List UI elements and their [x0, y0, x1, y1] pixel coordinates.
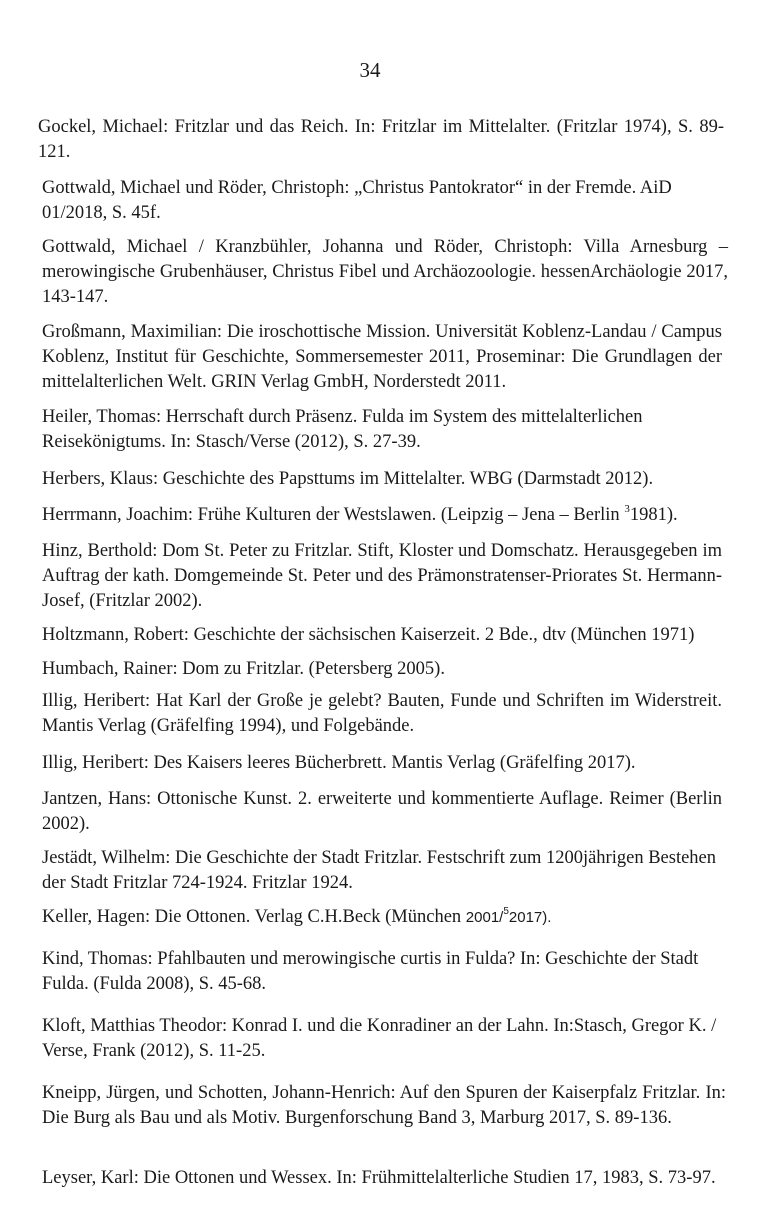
bibliography-entry-herrmann: [42, 503, 678, 528]
edition-superscript: 5: [503, 905, 509, 917]
bibliography-entry-kloft: Kloft, Matthias Theodor: Konrad I. und die Konradiner an der Lahn. In:Stasch, Gregor K. / Verse, Frank (2012), S. 11-25.: [42, 1016, 717, 1061]
bibliography-entry-illig-buecherbrett: Illig, Heribert: Des Kaisers leeres Bücherbrett. Mantis Verlag (Gräfelfing 2017).: [42, 753, 636, 773]
bibliography-entry-humbach: Humbach, Rainer: Dom zu Fritzlar. (Petersberg 2005).: [42, 659, 445, 679]
bibliography-entry-hinz: Hinz, Berthold: Dom St. Peter zu Fritzlar. Stift, Kloster und Domschatz. Herausgegeben im Auftrag der kath. Domgemeinde St. Peter und des Prämonstratenser-Priorates St. Hermann-Josef, (Fritzlar 2002).: [42, 541, 722, 611]
entry-year-text: 2017).: [508, 909, 552, 926]
bibliography-entry-gockel: Gockel, Michael: Fritzlar und das Reich. In: Fritzlar im Mittelalter. (Fritzlar 1974), S. 89-121.: [38, 117, 724, 162]
bibliography-entry-keller: [42, 905, 551, 930]
bibliography-entry-leyser: Leyser, Karl: Die Ottonen und Wessex. In: Frühmittelalterliche Studien 17, 1983, S. 73-97.: [42, 1168, 716, 1188]
bibliography-entry-jestaedt: Jestädt, Wilhelm: Die Geschichte der Stadt Fritzlar. Festschrift zum 1200jährigen Bestehen der Stadt Fritzlar 724-1924. Fritzlar 1924.: [42, 848, 717, 893]
bibliography-entry-herbers: Herbers, Klaus: Geschichte des Papsttums im Mittelalter. WBG (Darmstadt 2012).: [42, 469, 654, 489]
entry-text: Keller, Hagen: Die Ottonen. Verlag C.H.Beck (München: [42, 907, 466, 927]
bibliography-entry-holtzmann: Holtzmann, Robert: Geschichte der sächsischen Kaiserzeit. 2 Bde., dtv (München 1971): [42, 625, 695, 645]
entry-text: 1981).: [629, 505, 678, 525]
bibliography-entry-illig-karl: Illig, Heribert: Hat Karl der Große je gelebt? Bauten, Funde und Schriften im Widerstreit. Mantis Verlag (Gräfelfing 1994), und Folgebände.: [42, 691, 722, 736]
bibliography-entry-heiler: Heiler, Thomas: Herrschaft durch Präsenz. Fulda im System des mittelalterlichen Reisekönigtums. In: Stasch/Verse (2012), S. 27-39.: [42, 407, 643, 452]
bibliography-entry-kneipp: Kneipp, Jürgen, und Schotten, Johann-Henrich: Auf den Spuren der Kaiserpfalz Fritzlar. In: Die Burg als Bau und als Motiv. Burgenforschung Band 3, Marburg 2017, S. 89-136.: [42, 1083, 726, 1128]
entry-text: Herrmann, Joachim: Frühe Kulturen der Westslawen. (Leipzig – Jena – Berlin: [42, 505, 625, 525]
bibliography-entry-gottwald-roeder: Gottwald, Michael und Röder, Christoph: „Christus Pantokrator“ in der Fremde. AiD 01/2018, S. 45f.: [42, 178, 672, 223]
bibliography-entry-jantzen: Jantzen, Hans: Ottonische Kunst. 2. erweiterte und kommentierte Auflage. Reimer (Berlin 2002).: [42, 789, 722, 834]
bibliography-entry-grossmann: Großmann, Maximilian: Die iroschottische Mission. Universität Koblenz-Landau / Campus Koblenz, Institut für Geschichte, Sommersemester 2011, Proseminar: Die Grundlagen der mittelalterlichen Welt. GRIN Verlag GmbH, Norderstedt 2011.: [42, 322, 722, 392]
edition-superscript: 3: [624, 502, 630, 515]
bibliography-entry-kind: Kind, Thomas: Pfahlbauten und merowingische curtis in Fulda? In: Geschichte der Stadt Fulda. (Fulda 2008), S. 45-68.: [42, 949, 699, 994]
bibliography-entry-gottwald-kranzbuehler: Gottwald, Michael / Kranzbühler, Johanna und Röder, Christoph: Villa Arnesburg – merowingische Grubenhäuser, Christus Fibel und Archäozoologie. hessenArchäologie 2017, 143-147.: [42, 237, 728, 307]
page-number: 34: [359, 58, 381, 82]
entry-year-text: 2001/: [465, 909, 504, 926]
